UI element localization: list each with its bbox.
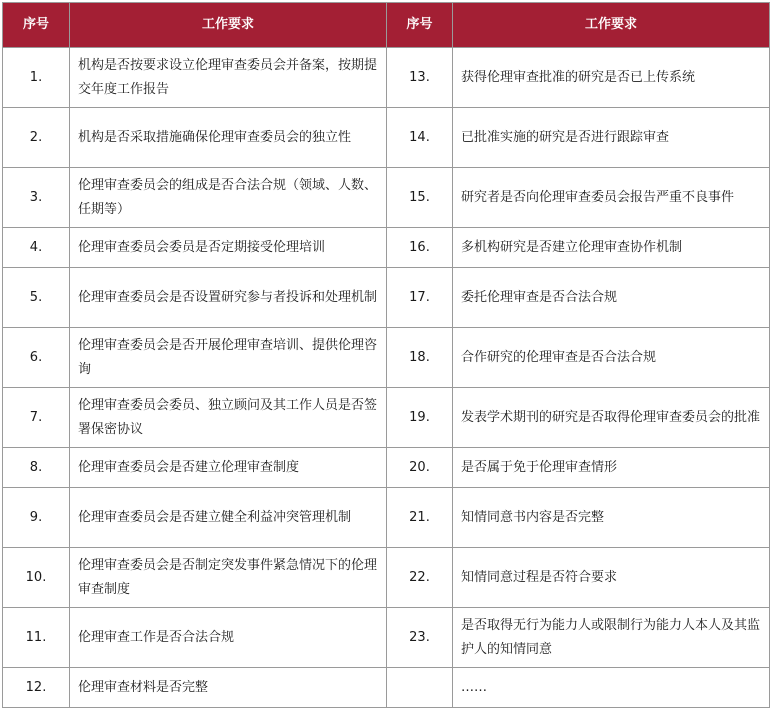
- requirement-right-ellipsis: ……: [453, 668, 770, 708]
- requirement-left: 伦理审查委员会是否建立健全利益冲突管理机制: [70, 488, 387, 548]
- row-number-right: 16.: [387, 228, 453, 268]
- requirement-right: 获得伦理审查批准的研究是否已上传系统: [453, 48, 770, 108]
- requirement-left: 机构是否采取措施确保伦理审查委员会的独立性: [70, 108, 387, 168]
- row-number-right: 14.: [387, 108, 453, 168]
- header-serial-number-right: 序号: [387, 3, 453, 48]
- row-number-right: 13.: [387, 48, 453, 108]
- row-number-right: 22.: [387, 548, 453, 608]
- row-number-left: 2.: [3, 108, 70, 168]
- table-row: [3, 168, 770, 228]
- requirement-left: 伦理审查委员会的组成是否合法合规（领域、人数、任期等）: [70, 168, 387, 228]
- header-row: [3, 3, 770, 48]
- header-work-requirement: 工作要求: [70, 3, 387, 48]
- row-number-left: 1.: [3, 48, 70, 108]
- table-row: [3, 48, 770, 108]
- requirement-left: 伦理审查委员会是否制定突发事件紧急情况下的伦理审查制度: [70, 548, 387, 608]
- table-header: [3, 3, 770, 48]
- requirement-left: 伦理审查委员会委员是否定期接受伦理培训: [70, 228, 387, 268]
- row-number-left: 4.: [3, 228, 70, 268]
- table-row: [3, 108, 770, 168]
- requirement-right: 已批准实施的研究是否进行跟踪审查: [453, 108, 770, 168]
- table-row: [3, 268, 770, 328]
- requirement-right: 是否属于免于伦理审查情形: [453, 448, 770, 488]
- requirement-right: 发表学术期刊的研究是否取得伦理审查委员会的批准: [453, 388, 770, 448]
- requirement-left: 伦理审查委员会是否开展伦理审查培训、提供伦理咨询: [70, 328, 387, 388]
- requirement-right: 合作研究的伦理审查是否合法合规: [453, 328, 770, 388]
- requirement-right: 是否取得无行为能力人或限制行为能力人本人及其监护人的知情同意: [453, 608, 770, 668]
- row-number-left: 6.: [3, 328, 70, 388]
- row-number-right: 17.: [387, 268, 453, 328]
- table-row: [3, 228, 770, 268]
- table-row: [3, 668, 770, 708]
- row-number-right: 19.: [387, 388, 453, 448]
- table-row: [3, 488, 770, 548]
- table-row: [3, 608, 770, 668]
- row-number-right: 20.: [387, 448, 453, 488]
- requirement-right: 研究者是否向伦理审查委员会报告严重不良事件: [453, 168, 770, 228]
- row-number-left: 8.: [3, 448, 70, 488]
- row-number-left: 5.: [3, 268, 70, 328]
- row-number-right: 18.: [387, 328, 453, 388]
- row-number-left: 11.: [3, 608, 70, 668]
- table-body: [3, 48, 770, 708]
- requirement-right: 多机构研究是否建立伦理审查协作机制: [453, 228, 770, 268]
- table-row: [3, 388, 770, 448]
- row-number-right: 15.: [387, 168, 453, 228]
- requirement-left: 伦理审查工作是否合法合规: [70, 608, 387, 668]
- requirement-left: 伦理审查材料是否完整: [70, 668, 387, 708]
- requirement-left: 伦理审查委员会是否设置研究参与者投诉和处理机制: [70, 268, 387, 328]
- requirement-left: 机构是否按要求设立伦理审查委员会并备案，按期提交年度工作报告: [70, 48, 387, 108]
- row-number-right: [387, 668, 453, 708]
- row-number-left: 9.: [3, 488, 70, 548]
- row-number-left: 7.: [3, 388, 70, 448]
- row-number-left: 10.: [3, 548, 70, 608]
- requirements-table: [2, 2, 770, 708]
- requirement-right: 委托伦理审查是否合法合规: [453, 268, 770, 328]
- requirement-right: 知情同意书内容是否完整: [453, 488, 770, 548]
- row-number-left: 3.: [3, 168, 70, 228]
- row-number-right: 21.: [387, 488, 453, 548]
- table-row: [3, 448, 770, 488]
- row-number-left: 12.: [3, 668, 70, 708]
- requirement-left: 伦理审查委员会是否建立伦理审查制度: [70, 448, 387, 488]
- requirement-right: 知情同意过程是否符合要求: [453, 548, 770, 608]
- header-work-requirement-right: 工作要求: [453, 3, 770, 48]
- table-row: [3, 328, 770, 388]
- requirement-left: 伦理审查委员会委员、独立顾问及其工作人员是否签署保密协议: [70, 388, 387, 448]
- row-number-right: 23.: [387, 608, 453, 668]
- table-row: [3, 548, 770, 608]
- header-serial-number: 序号: [3, 3, 70, 48]
